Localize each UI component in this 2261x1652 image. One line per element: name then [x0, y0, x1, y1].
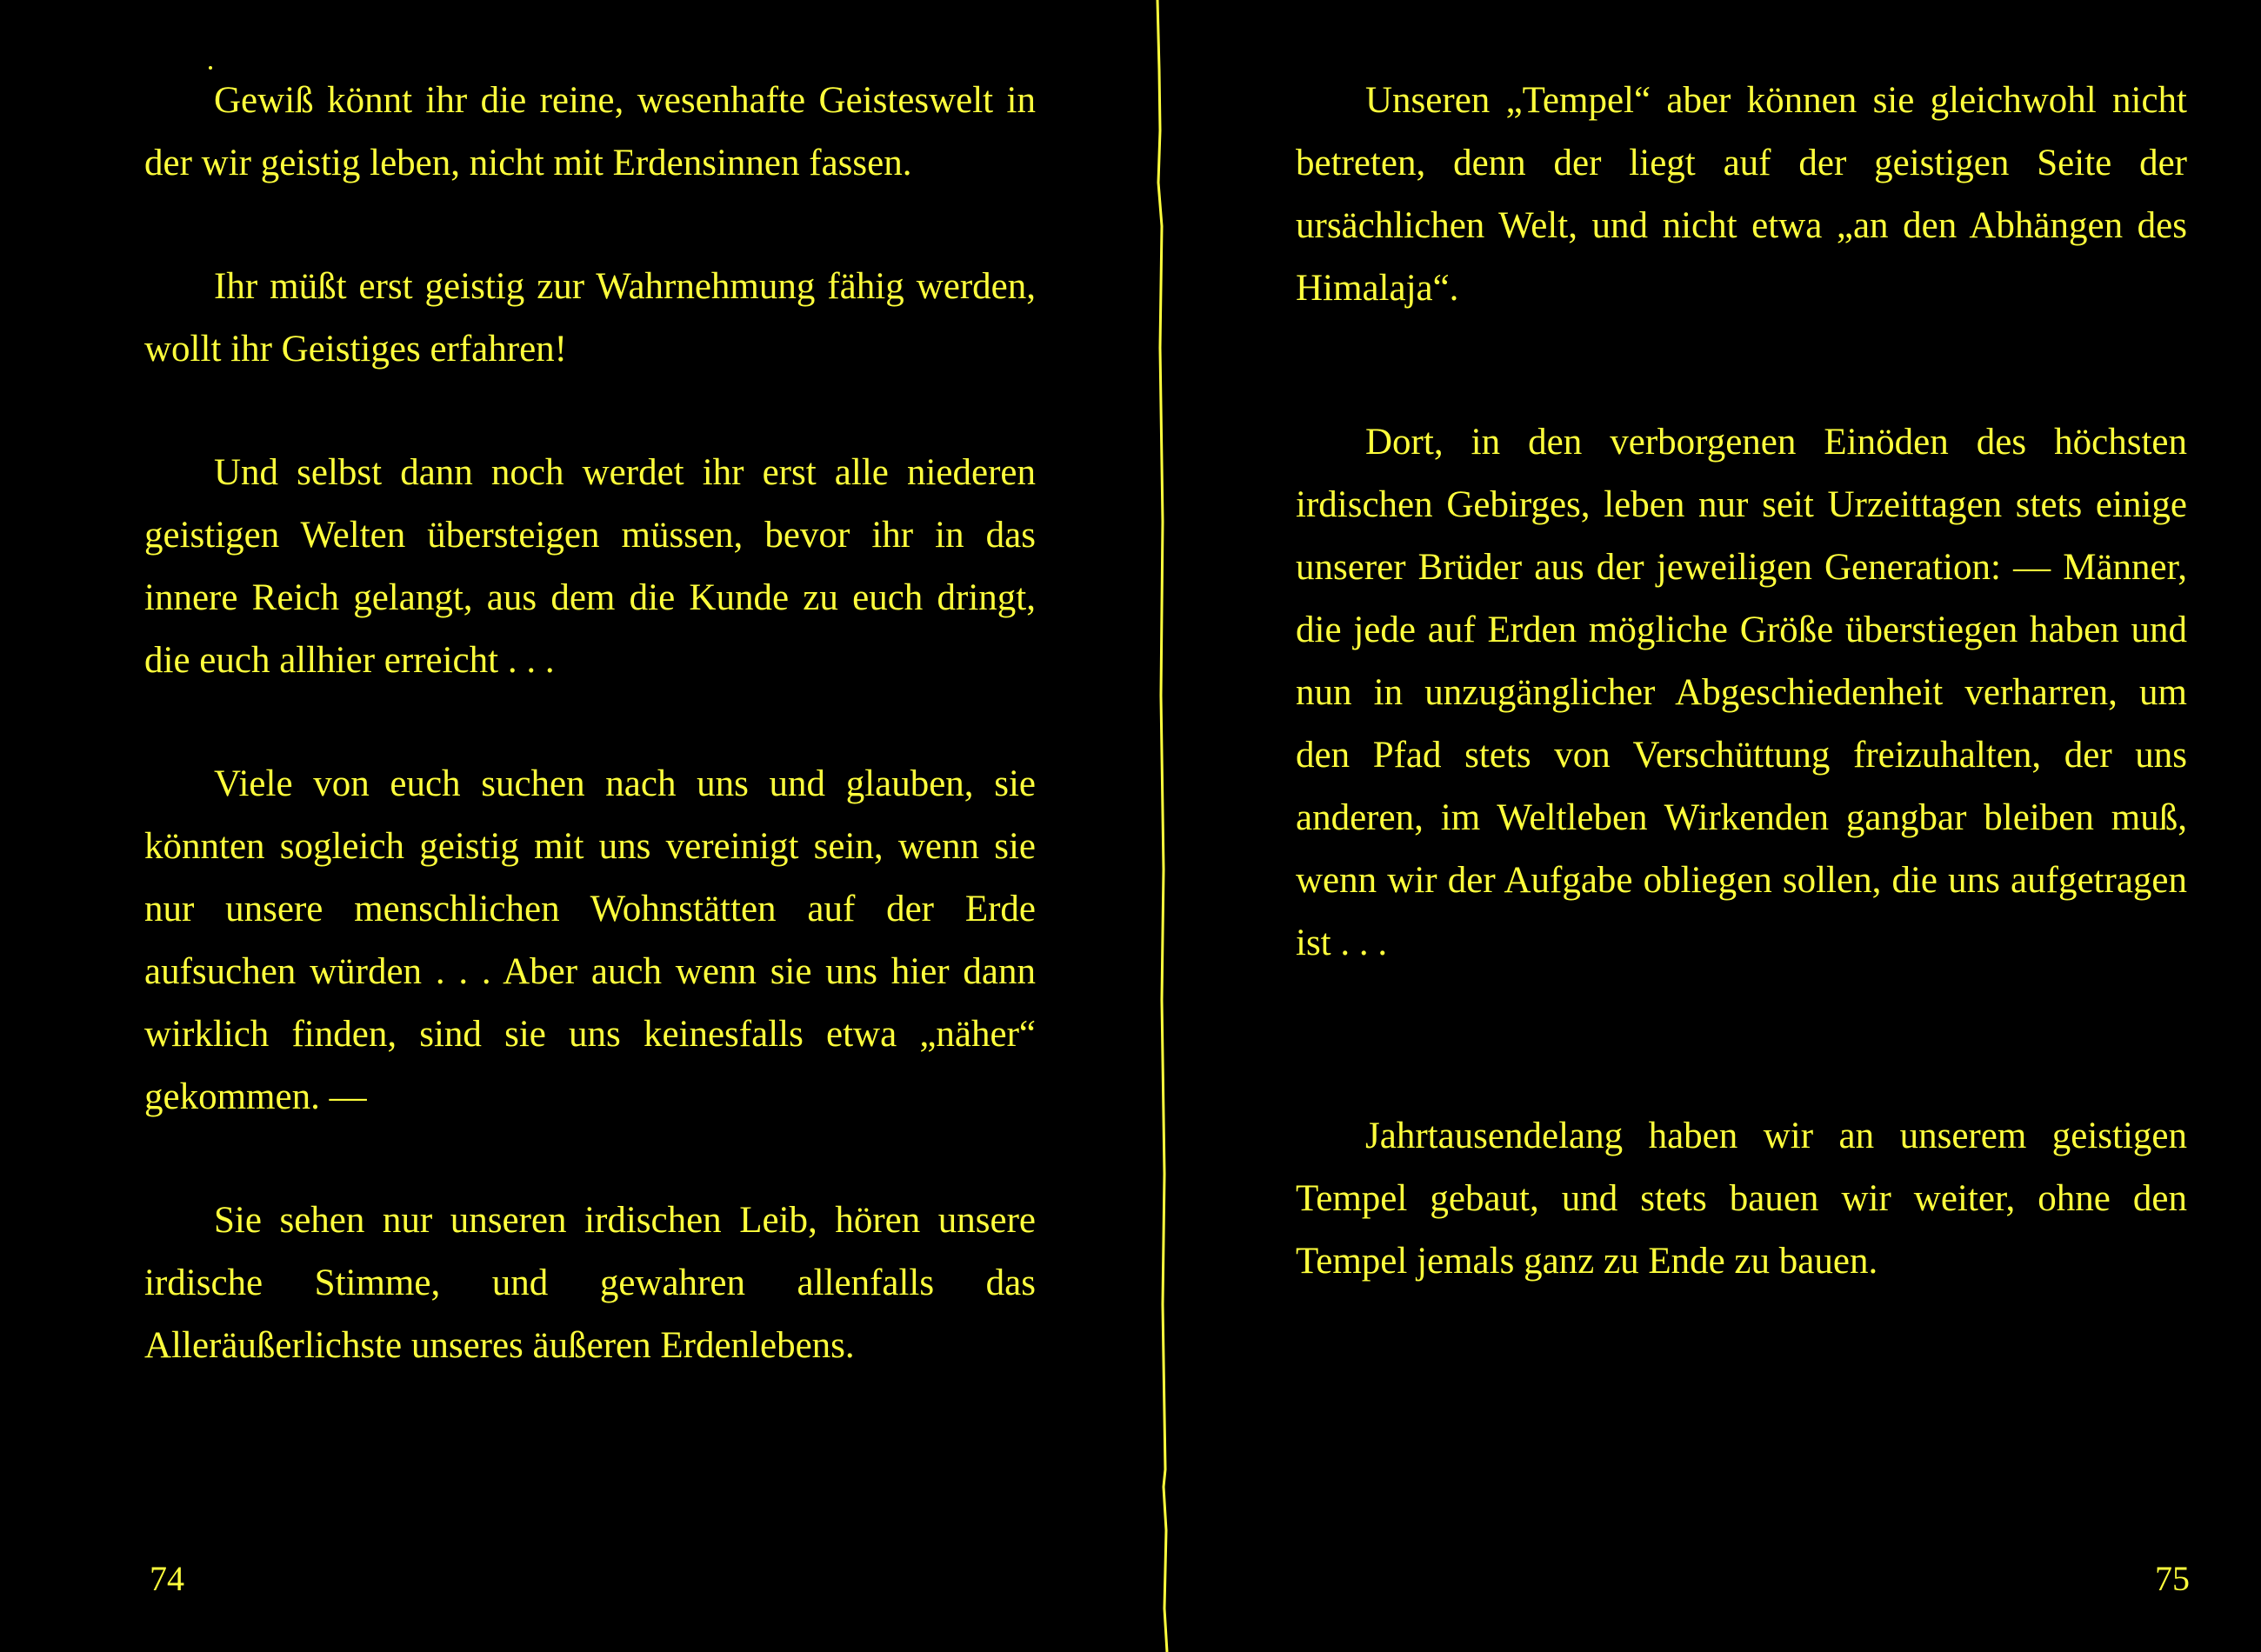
right-paragraph-1: Unseren „Tempel“ aber können sie gleichwohl nicht betreten, denn der liegt auf der geistigen Seite der ursächlichen Welt, und nicht etwa „an den Abhängen des Himalaja“.: [1296, 80, 2187, 309]
left-paragraph-5: Sie sehen nur unseren irdischen Leib, hören unsere irdische Stimme, und gewahren allenfalls das Alleräußerlichste unseres äußeren Erdenlebens.: [144, 1200, 1036, 1366]
left-paragraph-2: Ihr müßt erst geistig zur Wahrnehmung fähig werden, wollt ihr Geistiges erfahren!: [144, 266, 1036, 370]
right-paragraph-3: Jahrtausendelang haben wir an unserem geistigen Tempel gebaut, und stets bauen wir weiter, ohne den Tempel jemals ganz zu Ende zu bauen.: [1296, 1116, 2187, 1282]
ink-speck: [209, 66, 212, 70]
left-paragraph-3: Und selbst dann noch werdet ihr erst alle niederen geistigen Welten übersteigen müssen, bevor ihr in das innere Reich gelangt, aus dem die Kunde zu euch dringt, die euch allhier erreicht . . .: [144, 452, 1036, 681]
page-number-left: 74: [150, 1559, 184, 1598]
left-paragraph-1: Gewiß könnt ihr die reine, wesenhafte Geisteswelt in der wir geistig leben, nicht mit Erdensinnen fassen.: [144, 80, 1036, 183]
right-page: [1296, 70, 2187, 1354]
page-number-right: 75: [2155, 1559, 2190, 1598]
right-paragraph-2: Dort, in den verborgenen Einöden des höchsten irdischen Gebirges, leben nur seit Urzeittagen stets einige unserer Brüder aus der jeweiligen Generation: — Männer, die jede auf Erden mögliche Größe überstiegen haben und nun in unzugänglicher Abgeschiedenheit verharren, um den Pfad stets von Verschüttung freizuhalten, der uns anderen, im Weltleben Wirkenden gangbar bleiben muß, wenn wir der Aufgabe obliegen sollen, die uns aufgetragen ist . . .: [1296, 422, 2187, 963]
left-paragraph-4: Viele von euch suchen nach uns und glauben, sie könnten sogleich geistig mit uns vereinigt sein, wenn sie nur unsere menschlichen Wohnstätten auf der Erde aufsuchen würden . . . Aber auch wenn sie uns hier dann wirklich finden, sind sie uns keinesfalls etwa „näher“ gekommen. —: [144, 763, 1036, 1117]
left-page: [144, 70, 1036, 1438]
